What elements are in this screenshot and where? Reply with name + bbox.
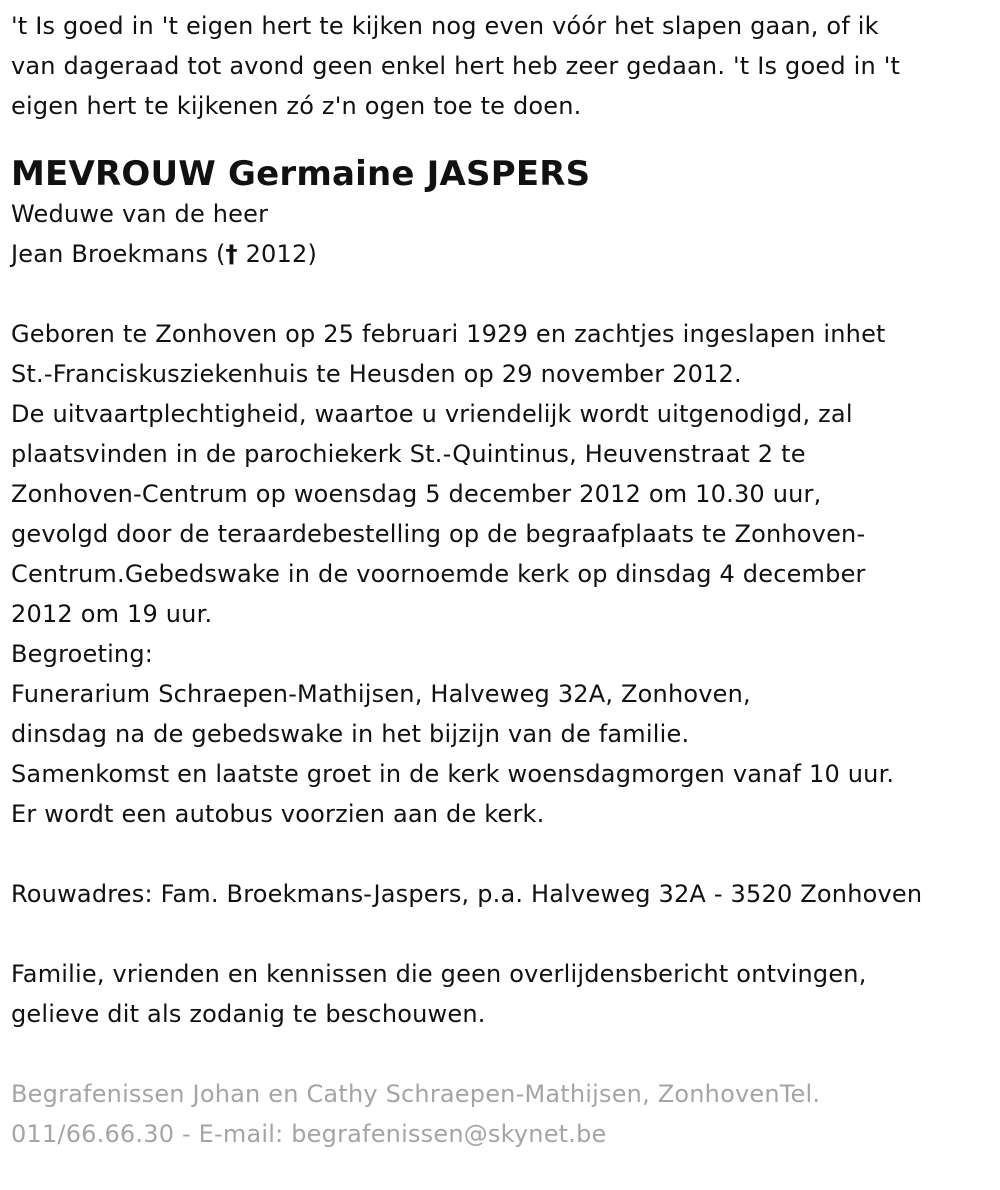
spouse-name: Jean Broekmans ( (11, 240, 226, 268)
details-line: Begroeting: (11, 640, 154, 668)
poem-line: 't Is goed in 't eigen hert te kijken nog even vóór het slapen gaan, of ik (11, 12, 879, 40)
family-notice (11, 954, 1000, 1034)
spouse-line (11, 234, 1000, 274)
spacer (11, 834, 1000, 874)
details-line: Er wordt een autobus voorzien aan de kerk. (11, 800, 545, 828)
spacer (11, 914, 1000, 954)
details-line: gevolgd door de teraardebestelling op de begraafplaats te Zonhoven- (11, 520, 866, 548)
funeral-home-footer (11, 1074, 1000, 1154)
spacer (11, 1034, 1000, 1074)
spacer (11, 274, 1000, 314)
details-line: dinsdag na de gebedswake in het bijzijn van de familie. (11, 720, 690, 748)
deceased-name: MEVROUW Germaine JASPERS (11, 154, 591, 194)
widow-of-label: Weduwe van de heer (11, 200, 269, 228)
details-line: De uitvaartplechtigheid, waartoe u vriendelijk wordt uitgenodigd, zal (11, 400, 853, 428)
notice-line: Familie, vrienden en kennissen die geen overlijdensbericht ontvingen, (11, 960, 867, 988)
details-line: Funerarium Schraepen-Mathijsen, Halveweg 32A, Zonhoven, (11, 680, 751, 708)
spacer (11, 126, 1000, 154)
details-line: 2012 om 19 uur. (11, 600, 213, 628)
spouse-info (11, 194, 1000, 274)
mourning-address (11, 874, 1000, 914)
poem-line: eigen hert te kijkenen zó z'n ogen toe te doen. (11, 92, 582, 120)
address-line: Rouwadres: Fam. Broekmans-Jaspers, p.a. Halveweg 32A - 3520 Zonhoven (11, 880, 923, 908)
poem (11, 6, 1000, 126)
footer-line: Begrafenissen Johan en Cathy Schraepen-Mathijsen, ZonhovenTel. (11, 1080, 821, 1108)
funeral-details (11, 314, 1000, 834)
poem-line: van dageraad tot avond geen enkel hert heb zeer gedaan. 't Is goed in 't (11, 52, 901, 80)
footer-line: 011/66.66.30 - E-mail: begrafenissen@skynet.be (11, 1120, 607, 1148)
details-line: plaatsvinden in de parochiekerk St.-Quintinus, Heuvenstraat 2 te (11, 440, 806, 468)
cross-icon: † (225, 240, 238, 268)
details-line: St.-Franciskusziekenhuis te Heusden op 29 november 2012. (11, 360, 742, 388)
notice-line: gelieve dit als zodanig te beschouwen. (11, 1000, 486, 1028)
details-line: Samenkomst en laatste groet in de kerk woensdagmorgen vanaf 10 uur. (11, 760, 895, 788)
details-line: Geboren te Zonhoven op 25 februari 1929 en zachtjes ingeslapen inhet (11, 320, 886, 348)
details-line: Centrum.Gebedswake in de voornoemde kerk op dinsdag 4 december (11, 560, 866, 588)
spouse-death-year: 2012) (237, 240, 318, 268)
details-line: Zonhoven-Centrum op woensdag 5 december 2012 om 10.30 uur, (11, 480, 822, 508)
